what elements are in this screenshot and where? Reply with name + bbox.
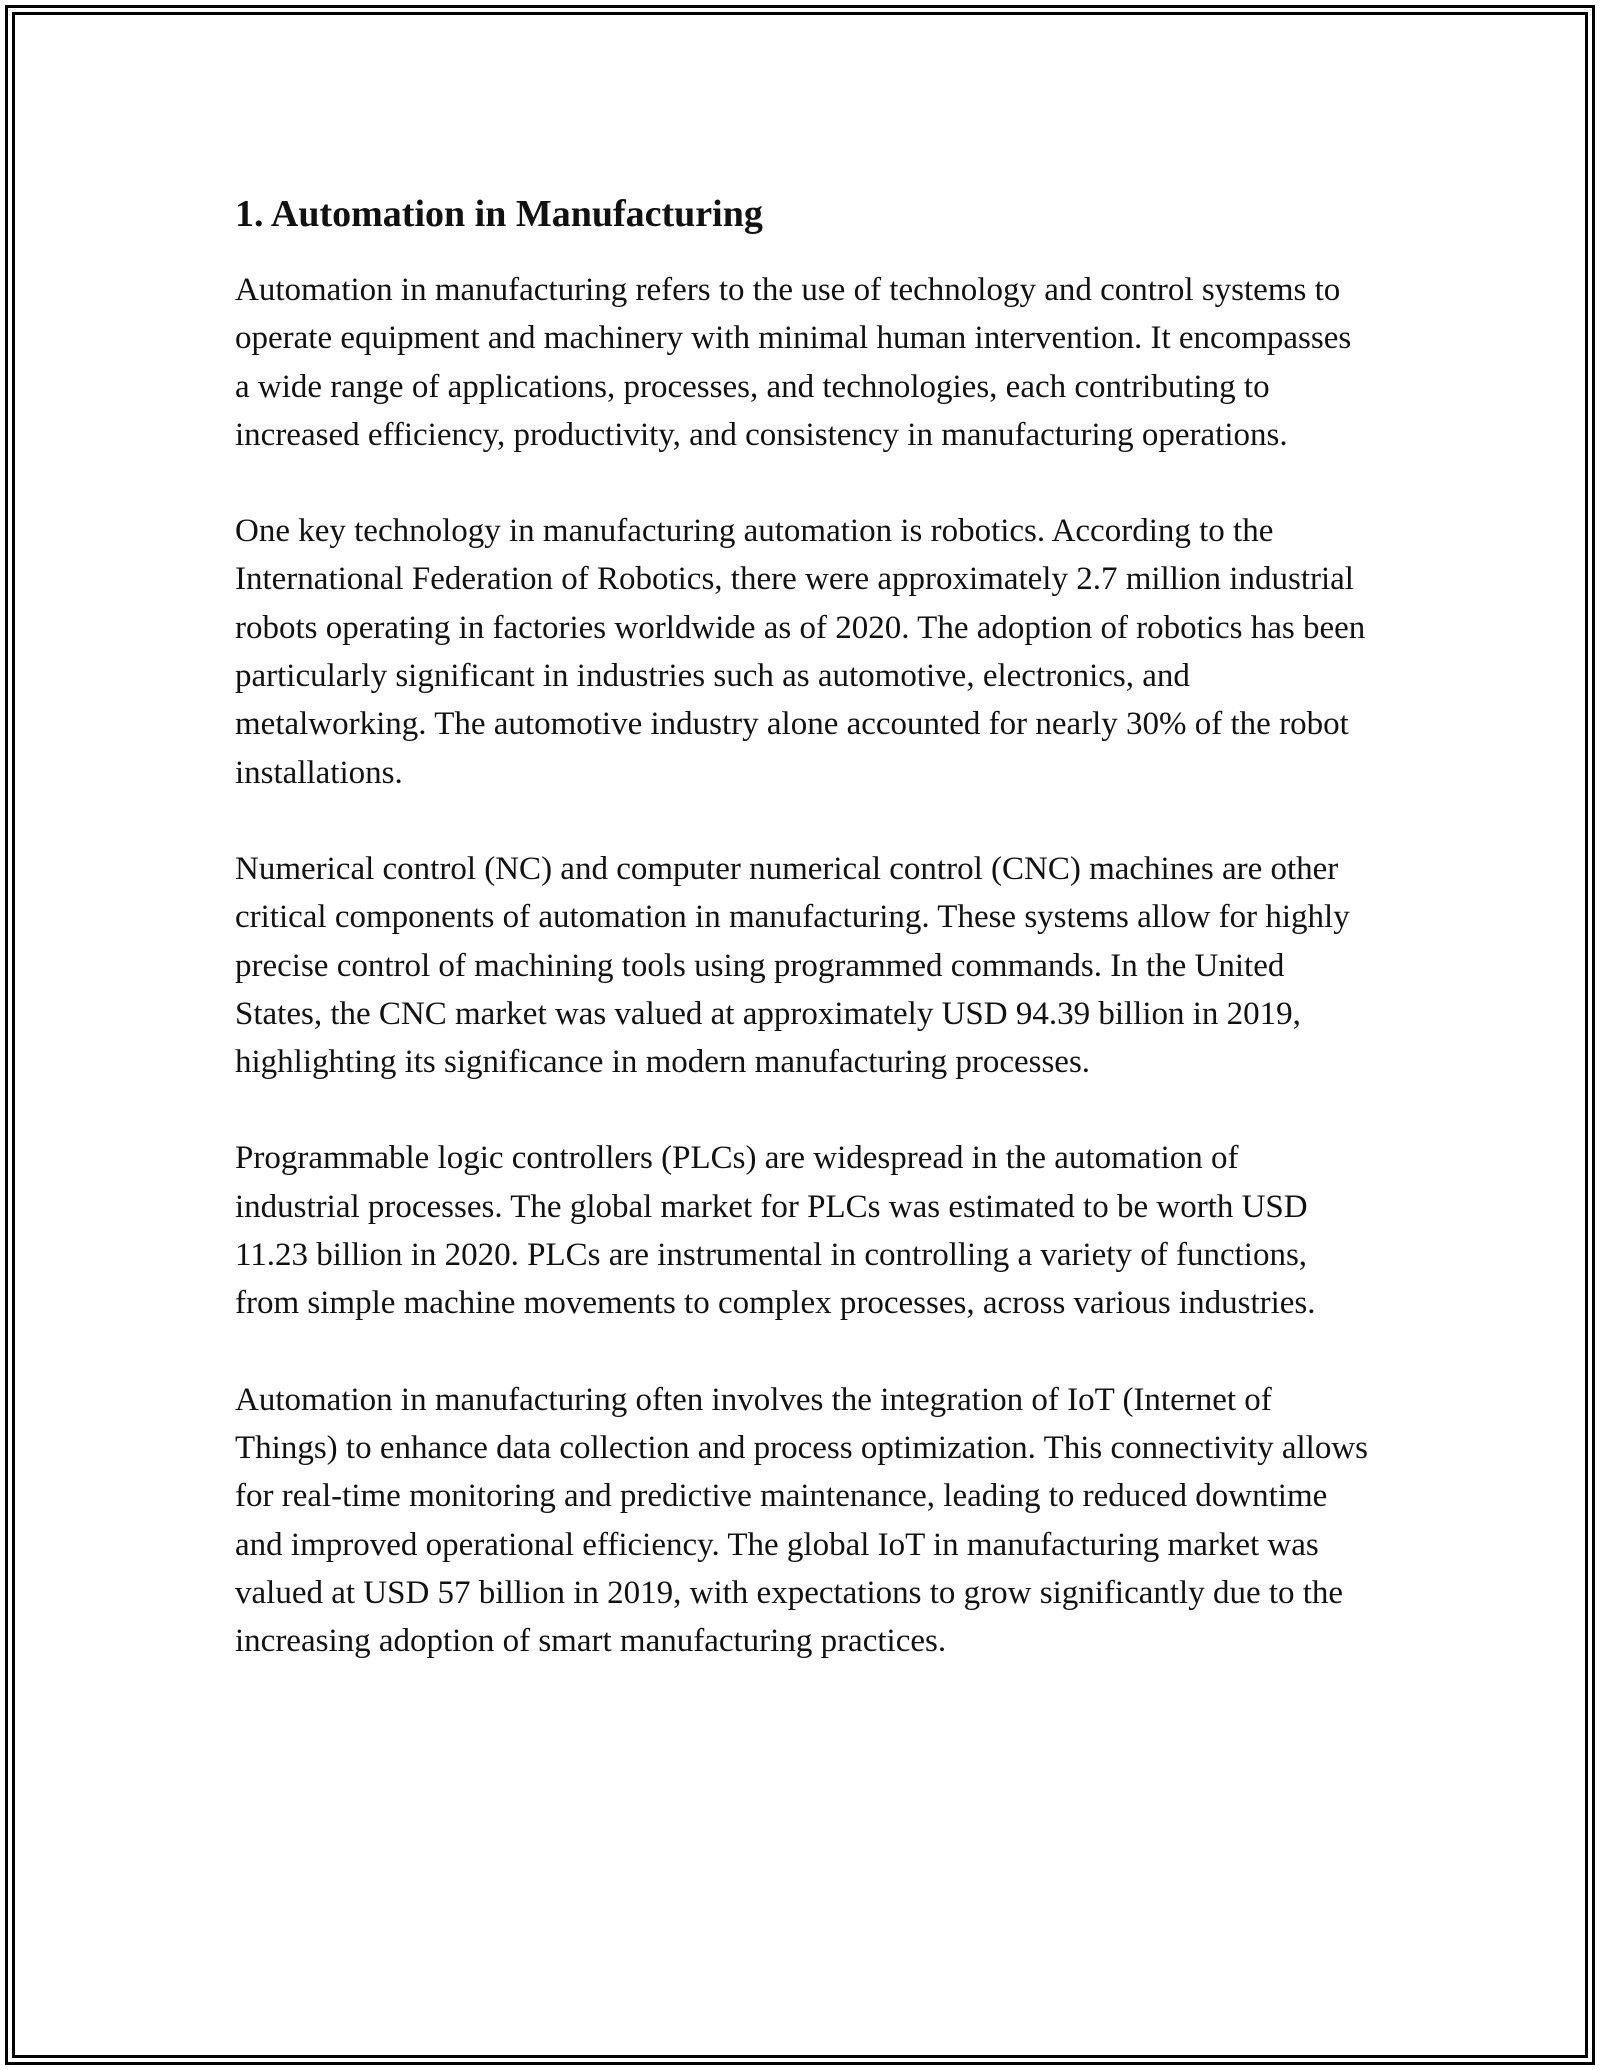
paragraph-intro: Automation in manufacturing refers to the use of technology and control systems to operate equipment and machinery with minimal human intervention. It encompasses a wide range of applications, processes, and technologies, each contributing to increased efficiency, productivity, and consistency in manufacturing operations. bbox=[235, 272, 1352, 453]
paragraph-robotics: One key technology in manufacturing automation is robotics. According to the International Federation of Robotics, there were approximately 2.7 million industrial robots operating in factories worldwide as of 2020. The adoption of robotics has been particularly significant in industries such as automotive, electronics, and metalworking. The automotive industry alone accounted for nearly 30% of the robot installations. bbox=[235, 513, 1366, 791]
document-body bbox=[235, 186, 1370, 1665]
paragraph-plc: Programmable logic controllers (PLCs) are widespread in the automation of industrial processes. The global market for PLCs was estimated to be worth USD 11.23 billion in 2020. PLCs are instrumental in controlling a variety of functions, from simple machine movements to complex processes, across various industries. bbox=[235, 1140, 1316, 1322]
paragraph-cnc: Numerical control (NC) and computer numerical control (CNC) machines are other critical components of automation in manufacturing. These systems allow for highly precise control of machining tools using programmed commands. In the United States, the CNC market was valued at approximately USD 94.39 billion in 2019, highlighting its significance in modern manufacturing processes. bbox=[235, 850, 1350, 1081]
paragraph-iot: Automation in manufacturing often involves the integration of IoT (Internet of Things) to enhance data collection and process optimization. This connectivity allows for real-time monitoring and predictive maintenance, leading to reduced downtime and improved operational efficiency. The global IoT in manufacturing market was valued at USD 57 billion in 2019, with expectations to grow significantly due to the increasing adoption of smart manufacturing practices. bbox=[235, 1381, 1369, 1660]
section-title: 1. Automation in Manufacturing bbox=[235, 193, 763, 235]
